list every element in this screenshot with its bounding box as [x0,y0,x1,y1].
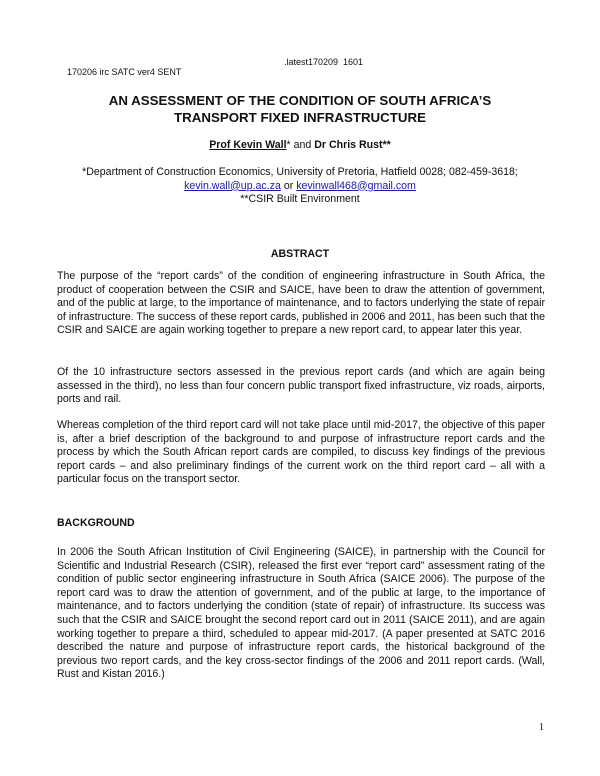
author-line [0,139,600,151]
author-2: Dr Chris Rust** [314,139,391,151]
background-paragraph: In 2006 the South African Institution of Civil Engineering (SAICE), in partnership with the Council for Scientific and Industrial Research (CSIR), released the first ever “report card” assessment rating of the condition of public sector engineering infrastructure in South Africa (SAICE 2006). The purpose of the report card was to draw the attention of government, and of the public at large, to the importance of maintenance, and to factors underlying the condition (state of repair) of infrastructure. Its success was such that the CSIR and SAICE brought the second report card out in 2011 (SAICE 2011), and are again working together to prepare a third, scheduled to appear mid-2017. (A paper presented at SATC 2016 described the nature and purpose of infrastructure report cards, the historical background of the previous two report cards, and the key cross-sector findings of the 2006 and 2011 report cards. (Wall, Rust and Kistan 2016.) [57,546,545,681]
background-heading: BACKGROUND [57,517,135,529]
email-link-2[interactable]: kevinwall468@gmail.com [296,179,416,192]
header-right: .latest170209 1601 [284,57,364,67]
abstract-paragraph-3: Whereas completion of the third report card will not take place until mid-2017, the objective of this paper is, after a brief description of the background to and purpose of infrastructure report cards and the process by which the South African report cards are compiled, to discuss key findings of the previous report cards – and also preliminary findings of the current work on the third report card – all with a particular focus on the transport sector. [57,419,545,486]
abstract-paragraph-2: Of the 10 infrastructure sectors assessed in the previous report cards (and which are again being assessed in the third), no less than four concern public transport fixed infrastructure, viz roads, airports, ports and rail. [57,366,545,406]
author-1: Prof Kevin Wall [209,139,287,151]
paper-title [40,92,560,126]
email-link-1[interactable]: kevin.wall@up.ac.za [184,179,281,192]
author-1-mark: * [286,139,291,151]
page-number: 1 [539,722,544,733]
abstract-heading: ABSTRACT [270,248,330,260]
header-left: 170206 irc SATC ver4 SENT [67,67,182,77]
affiliation-emails [40,180,560,194]
abstract-paragraph-1: The purpose of the “report cards” of the condition of engineering infrastructure in South Africa, the product of cooperation between the CSIR and SAICE, have been to draw the attention of government, and of the public at large, to the importance of maintenance, and to factors underlying the state of repair of infrastructure. The success of these report cards, published in 2006 and 2011, has been such that the CSIR and SAICE are again working together to prepare a new report card, to appear later this year. [57,270,545,337]
title-line-1: AN ASSESSMENT OF THE CONDITION OF SOUTH AFRICA’S [108,93,492,108]
affiliations [40,166,560,207]
title-line-2: TRANSPORT FIXED INFRASTRUCTURE [174,110,426,125]
author-connector: and [290,139,315,151]
affiliation-line-3: **CSIR Built Environment [240,193,360,205]
affiliation-line-1: *Department of Construction Economics, University of Pretoria, Hatfield 0028; 082-459-3618; [82,166,518,178]
email-separator: or [283,179,294,192]
running-header [57,57,364,97]
